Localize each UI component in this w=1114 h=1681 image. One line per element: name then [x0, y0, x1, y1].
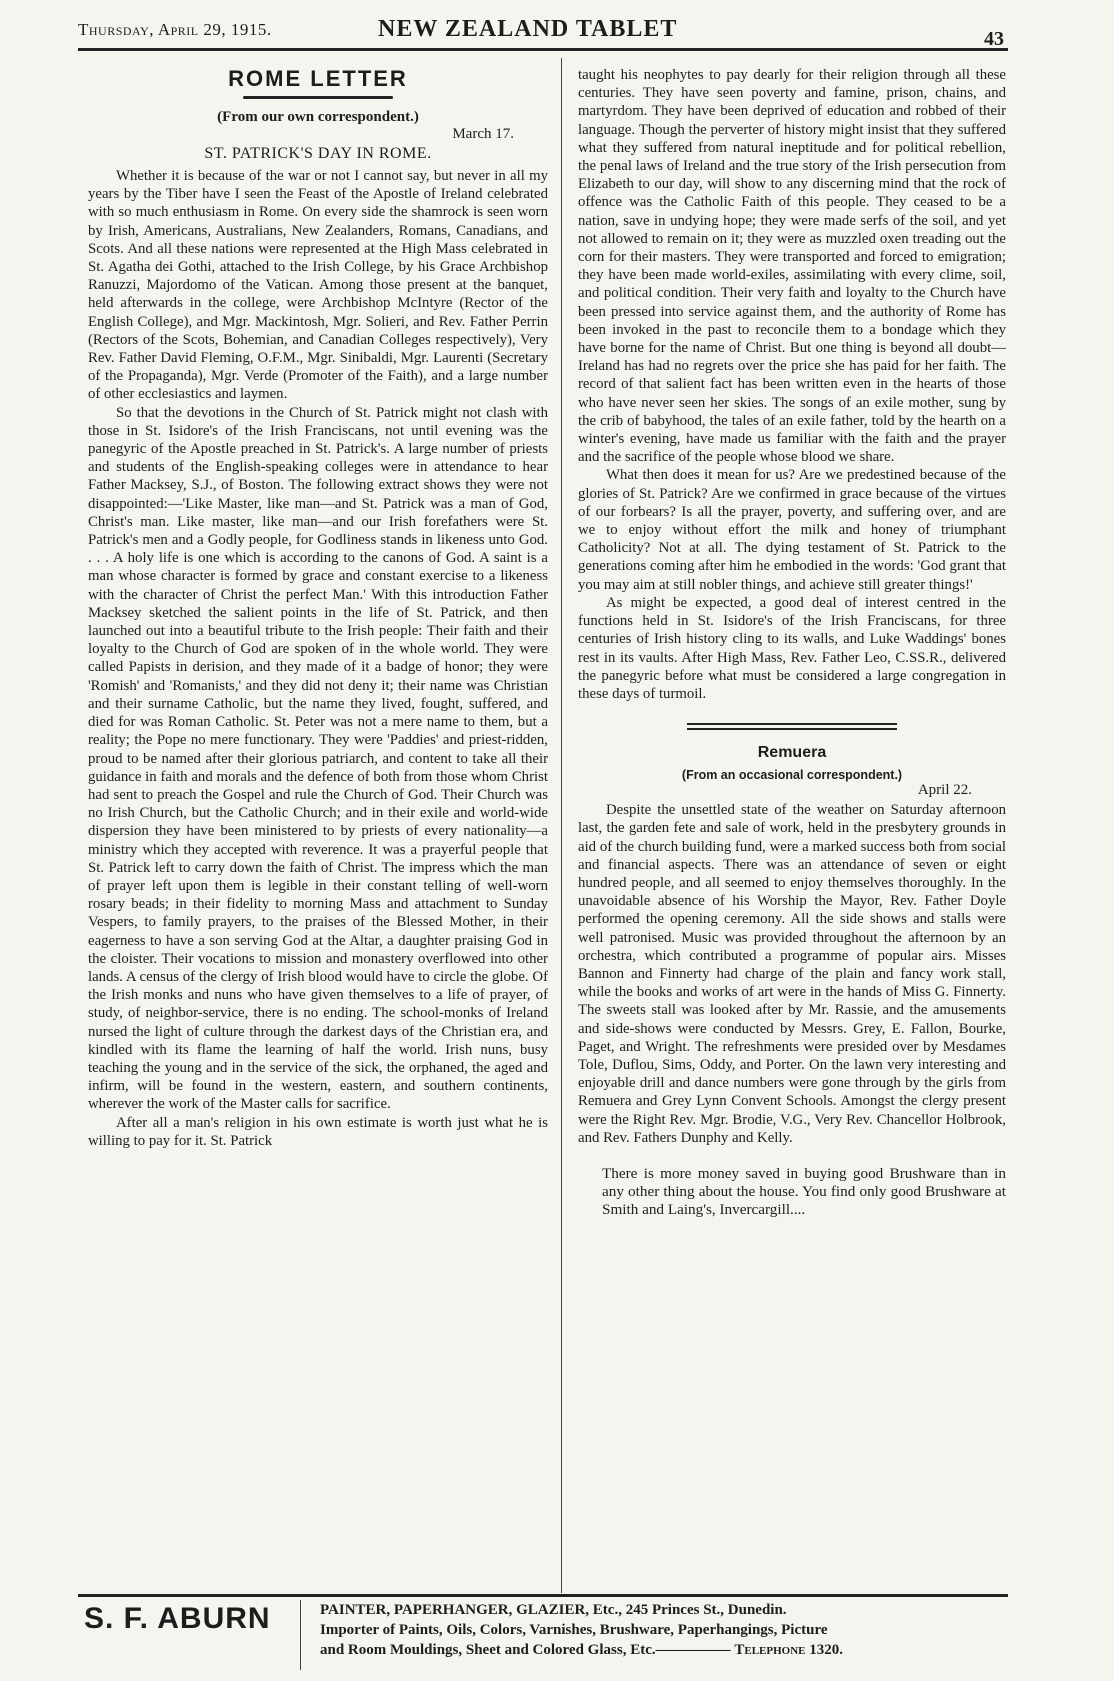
advertiser-name: S. F. ABURN — [84, 1602, 271, 1635]
column-divider — [561, 58, 562, 1593]
footer-advert-line-1: PAINTER, PAPERHANGER, GLAZIER, Etc., 245 Princes St., Dunedin. — [320, 1602, 787, 1618]
page-number: 43 — [984, 28, 1004, 50]
footer-advert-line-3-text: and Room Mouldings, Sheet and Colored Glass, Etc. — [320, 1642, 656, 1658]
right-column — [578, 66, 1006, 1566]
rome-letter-byline: (From our own correspondent.) — [217, 109, 419, 125]
footer-advert — [320, 1600, 1010, 1660]
footer-advert-line-3: and Room Mouldings, Sheet and Colored Glass, Etc.————— Telephone 1320. — [320, 1642, 843, 1658]
remuera-title: Remuera — [757, 744, 827, 762]
brushware-advert: There is more money saved in buying good Brushware than in any other thing about the house. You find only good Brushware at Smith and Laing's, Invercargill.... — [602, 1164, 1006, 1218]
rome-letter-dateline: March 17. — [452, 126, 514, 142]
rome-letter-subhead: ST. PATRICK'S DAY IN ROME. — [204, 145, 432, 162]
footer-advert-line-2: Importer of Paints, Oils, Colors, Varnishes, Brushware, Paperhangings, Picture — [320, 1622, 828, 1638]
rome-letter-paragraph-1: Whether it is because of the war or not I cannot say, but never in all my years by the Tiber have I seen the Feast of the Apostle of Ireland celebrated with so much enthusiasm in Rome. On every side the shamrock is seen worn by Irish, Americans, Australians, New Zealanders, Romans, Canadians, and Scots. And all these nations were represented at the High Mass celebrated in St. Agatha dei Gothi, attached to the Irish College, by his Grace Archbishop Ranuzzi, Majordomo of the Vatican. Among those present at the banquet, held afterwards in the college, were Archbishop McIntyre (Rector of the English College), and Mgr. Mackintosh, Mgr. Solieri, and Rev. Father Perrin (Rectors of the Scots, Bohemian, and Canadian Colleges respectively), Very Rev. Father David Fleming, O.F.M., Mgr. Sinibaldi, Mgr. Laurenti (Secretary of the Propaganda), Mgr. Verde (Promoter of the Faith), and a large number of other ecclesiastics and laymen. — [88, 168, 548, 403]
rome-letter-continuation-3: As might be expected, a good deal of interest centred in the functions held in St. Isidore's of the Irish Franciscans, for three centuries of Irish history cling to its walls, and Luke Waddings' bones rest in its vaults. After High Mass, Rev. Father Leo, C.SS.R., delivered the panegyric before what must be considered a large congregation in these days of turmoil. — [578, 594, 1006, 702]
issue-date: Thursday, April 29, 1915. — [78, 20, 272, 39]
remuera-paragraph: Despite the unsettled state of the weather on Saturday afternoon last, the garden fete and sale of work, held in the presbytery grounds in aid of the church building fund, were a marked success both from social and financial aspects. There was an attendance of seven or eight hundred people, and all seemed to enjoy themselves thoroughly. In the unavoidable absence of his Worship the Mayor, Rev. Father Doyle performed the opening ceremony. All the side shows and stalls were well patronised. Music was provided throughout the afternoon by an orchestra, which contributed a programme of popular airs. Misses Bannon and Finnerty had charge of the plain and fancy work stall, while the books and works of art were in the hands of Miss G. Finnerty. The sweets stall was looked after by Mr. Rassie, and the amusements and side-shows were conducted by Messrs. Grey, E. Fallon, Bourke, Paget, and Wright. The refreshments were presided over by Mesdames Tole, Duflou, Sims, Oddy, and Porter. On the lawn very interesting and enjoyable drill and dance numbers were gone through by the girls from Remuera and Grey Lynn Convent Schools. Amongst the clergy present were the Right Rev. Mgr. Brodie, V.G., Very Rev. Chancellor Holbrook, and Rev. Fathers Dunphy and Kelly. — [578, 802, 1006, 1146]
title-ornament-rule — [243, 96, 393, 99]
footer-rule — [78, 1594, 1008, 1597]
header-rule — [78, 48, 1008, 51]
left-column — [88, 66, 548, 1578]
footer-divider — [300, 1600, 301, 1670]
rome-letter-paragraph-3: After all a man's religion in his own estimate is worth just what he is willing to pay for it. St. Patrick — [88, 1114, 548, 1149]
rome-letter-paragraph-2: So that the devotions in the Church of St. Patrick might not clash with those in St. Isidore's of the Irish Franciscans, not until evening was the panegyric of the Apostle preached in St. Patrick's. A large number of priests and students of the English-speaking colleges were in attendance to hear Father Macksey, S.J., of Boston. The following extract shows they were not disappointed:—'Like Master, like man—and St. Patrick was a man of God, Christ's man. Like master, like man—and our Irish forefathers were St. Patrick's men and a Godly people, for Godliness stands in likeness unto God. . . . A holy life is one which is according to the canons of God. A saint is a man whose character is formed by grace and constant exercise to a likeness with the character of Christ the perfect Man.' With this introduction Father Macksey sketched the salient points in the life of St. Patrick, and then launched out into a beautiful tribute to the Irish people: Their faith and their loyalty to the Church of God are spoken of in the whole world. They were called Papists in derision, and they made of it a badge of honor; they were 'Romish' and 'Romanists,' and they did not deny it; their name was Christian and their surname Catholic, but the name they lived, fought, suffered, and died for was Roman Catholic. St. Peter was not a mere name to them, but a reality; the Pope no mere functionary. They were 'Paddies' and priest-ridden, proud to be named after their glorious patriarch, and content to take all their guidance in faith and morals and the defence of both from those whom Christ had sent to preach the Gospel and rule the Church of God. Their Church was no Irish Church, but the Catholic Church; and in their exile and world-wide dispersion they have been ministered to by priests of every nationality—a ministry which they accepted with reverence. It was a prayerful people that St. Patrick left to carry down the faith of Christ. The impress which the man of prayer left upon them is legible in their constant telling of well-worn rosary beads; in their fidelity to morning Mass and attachment to Sunday Vespers, to family prayers, to the praises of the Blessed Mother, in their eagerness to have a son serving God at the Altar, a daughter praising God in the cloister. Their vocations to mission and monastery overflowed into other lands. A census of the clergy of Irish blood would have to circle the globe. Of the Irish monks and nuns who have given themselves to a life of prayer, of study, of neighbor-service, there is no ending. The school-monks of Ireland nursed the light of culture through the darkest days of the Christian era, and kindled with its flame the learning of half the world. Irish nuns, busy teaching the young and in the service of the sick, the orphaned, the aged and infirm, will be found in the western, eastern, and southern continents, wherever the work of the Master calls for sacrifice. — [88, 404, 548, 1113]
remuera-dateline: April 22. — [917, 782, 972, 799]
rome-letter-title: ROME LETTER — [228, 66, 408, 91]
page-header — [78, 16, 1008, 50]
footer-telephone: Telephone 1320. — [734, 1642, 843, 1658]
article-separator — [687, 723, 897, 730]
rome-letter-continuation-2: What then does it mean for us? Are we predestined because of the glories of St. Patrick? Are we confirmed in grace because of the virtues of our forbears? Is all the prayer, poverty, and suffering over, and are we to enjoy without effort the milk and honey of triumphant Catholicity? Not at all. The dying testament of St. Patrick to the generations coming after him he embodied in the words: 'God grant that you may aim at still nobler things, and achieve still greater things!' — [578, 467, 1006, 593]
rome-letter-continuation-1: taught his neophytes to pay dearly for their religion through all these centuries. They have seen poverty and famine, prison, chains, and martyrdom. They have been deprived of education and robbed of their language. Though the perverter of history might insist that they suffered what they suffered from natural ineptitude and for political rebellion, the penal laws of Ireland and the true story of the Irish persecution from Elizabeth to our day, will show to any discerning mind that the rock of offence was the Catholic Faith of this people. They ceased to be a nation, save in undying hope; they were made serfs of the soil, and yet not allowed to remain on it; they were as muzzled oxen treading out the corn for their masters. They were transported and forced to emigration; they have been made world-exiles, assimilating with every clime, soil, and political condition. Their very faith and loyalty to the Church have been pressed into service against them, and the authority of Rome has been invoked in the past to reconcile them to a bondage which they have borne for the name of Christ. But one thing is beyond all doubt—Ireland has had no regrets over the price she has paid for her faith. The record of that salient fact has been written even in the hearts of those who have never seen her skies. The songs of an exile mother, sung by the crib of babyhood, the tales of an exile father, told by the hearth on a winter's evening, have made us familiar with the faith and the prayer and the sacrifice of the people whose blood we share. — [578, 67, 1006, 466]
publication-title: NEW ZEALAND TABLET — [378, 16, 678, 42]
remuera-byline: (From an occasional correspondent.) — [681, 768, 903, 783]
